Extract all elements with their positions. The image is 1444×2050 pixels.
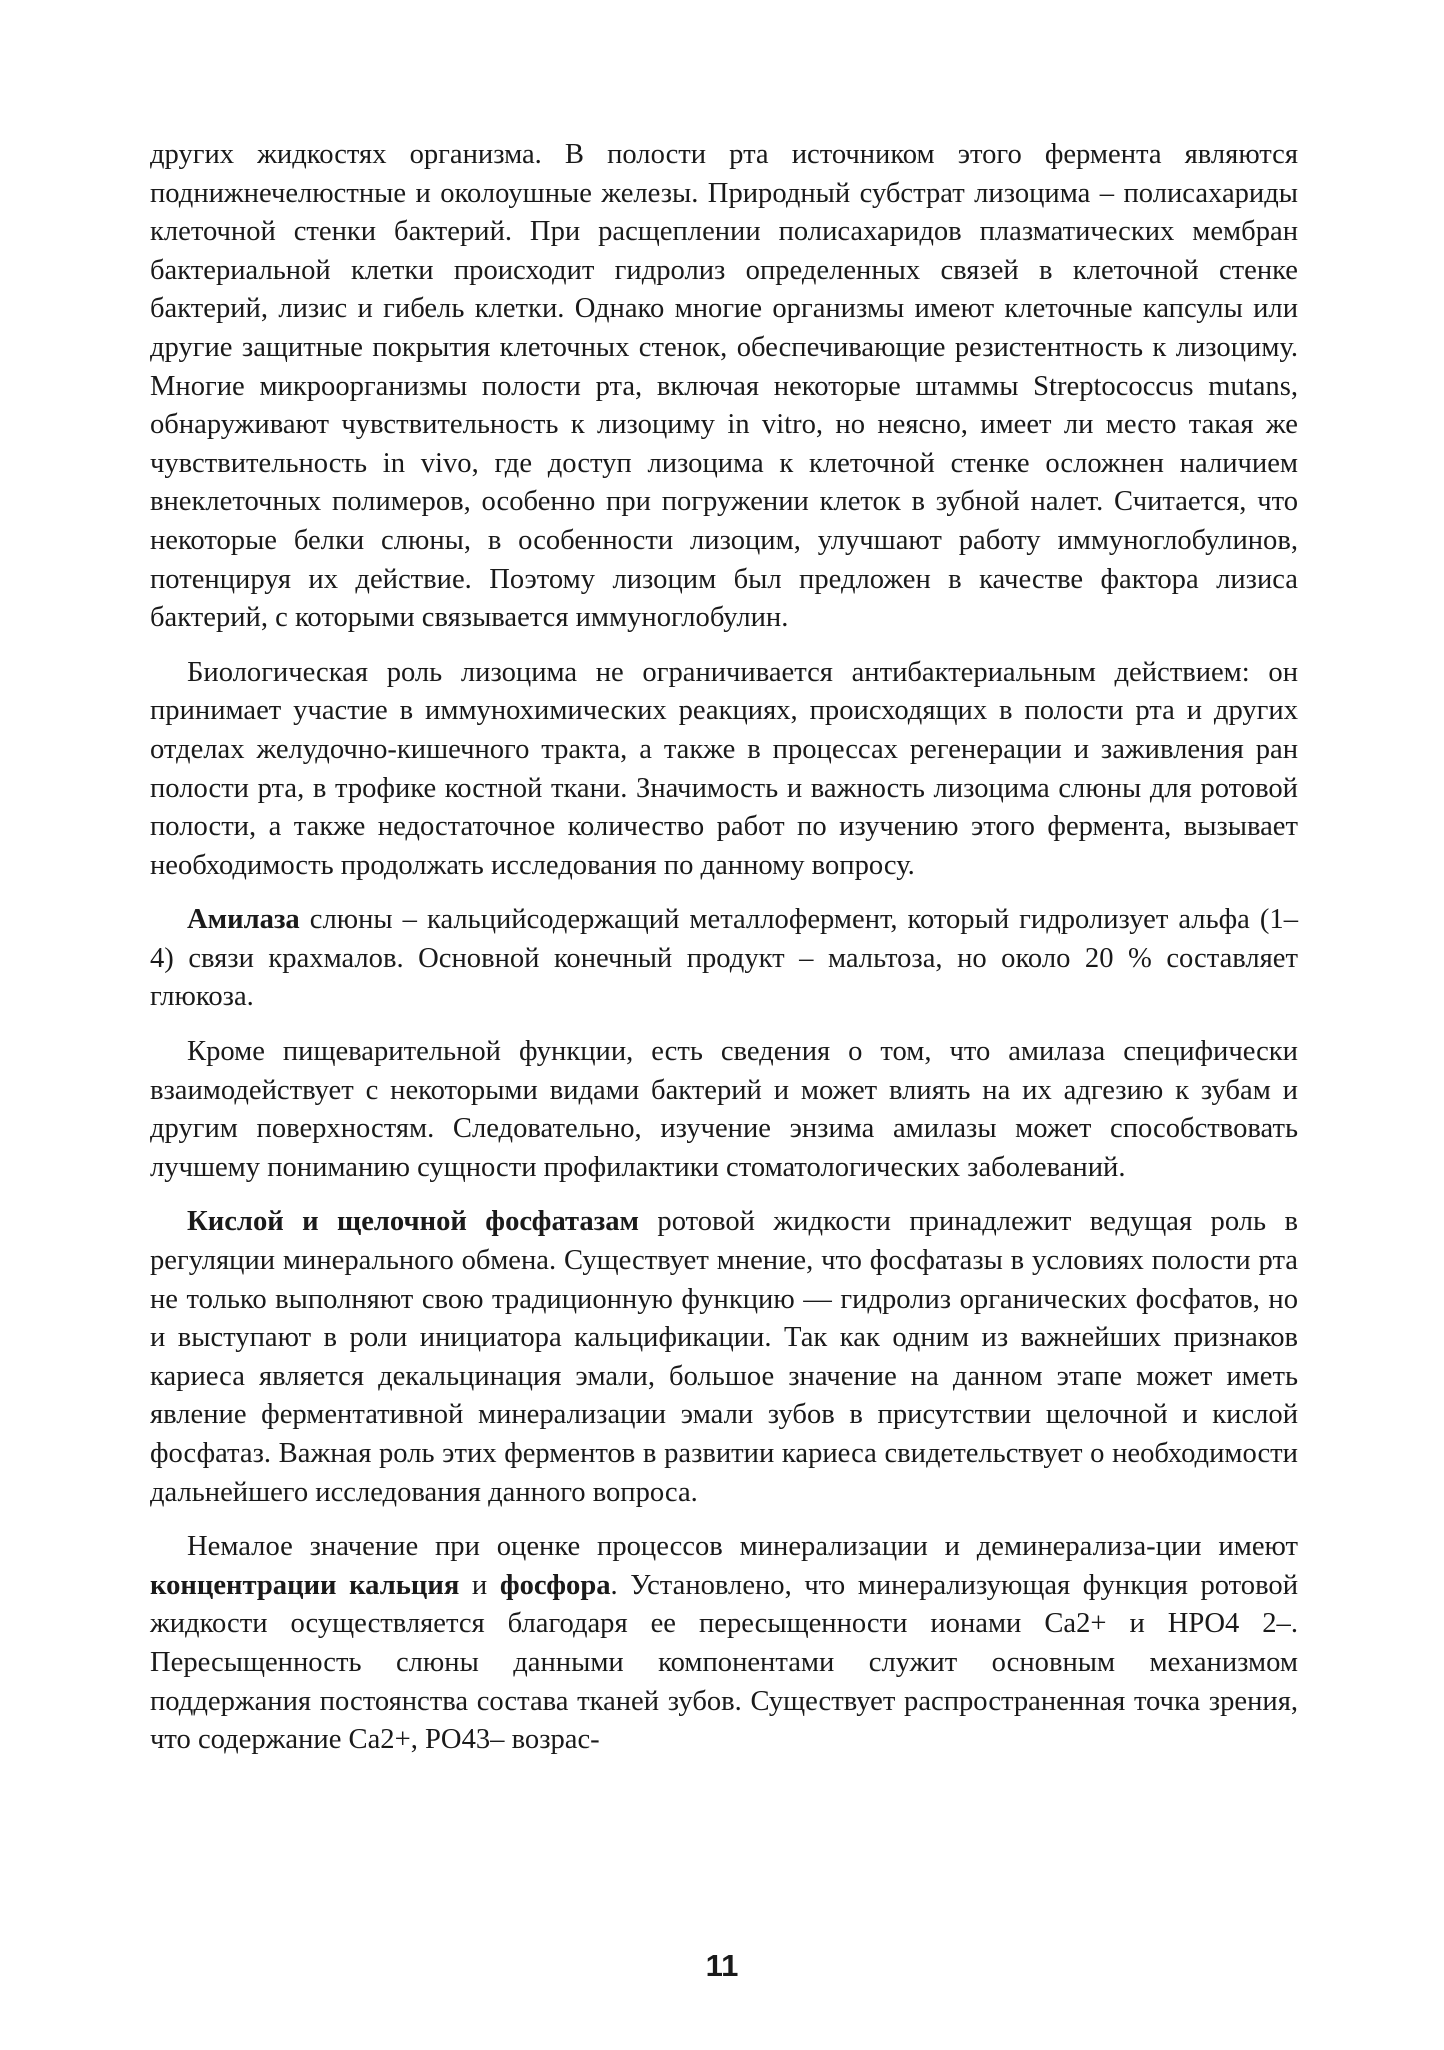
paragraph-lysozyme-continuation: других жидкостях организма. В полости рта источником этого фермента являются поднижнечелюстные и околоушные железы. Природный субстрат лизоцима – полисахариды клеточной стенки бактерий. При расщеплении полисахаридов плазматических мембран бактериальной клетки происходит гидролиз определенных связей в клеточной стенке бактерий, лизис и гибель клетки. Однако многие организмы имеют клеточные капсулы или другие защитные покрытия клеточных стенок, обеспечивающие резистентность к лизоциму. Многие микроорганизмы полости рта, включая некоторые штаммы Streptococcus mutans, обнаруживают чувствительность к лизоциму in vitro, но неясно, имеет ли место такая же чувствительность in vivo, где доступ лизоцима к клеточной стенке осложнен наличием внеклеточных полимеров, особенно при погружении клеток в зубной налет. Считается, что некоторые белки слюны, в особенности лизоцим, улучшают работу иммуноглобулинов, потенцируя их действие. Поэтому лизоцим был предложен в качестве фактора лизиса бактерий, с которыми связывается иммуноглобулин. bbox=[150, 139, 1298, 634]
term-calcium: концентрации кальция bbox=[150, 1569, 460, 1601]
paragraph-calcium-text-c: . Установлено, что минерализующая функция ротовой жидкости осуществляется благодаря ее пересыщенности ионами Ca2+ и HPO4 2–. Пересыщенность слюны данными компонентами служит основным механизмом поддержания постоянства состава тканей зубов. Существует распространенная точка зрения, что содержание Ca2+, PO43– возрас- bbox=[150, 1569, 1298, 1756]
paragraph-lysozyme-role: Биологическая роль лизоцима не ограничивается антибактериальным действием: он принимает участие в иммунохимических реакциях, происходящих в полости рта и других отделах желудочно-кишечного тракта, а также в процессах регенерации и заживления ран полости рта, в трофике костной ткани. Значимость и важность лизоцима слюны для ротовой полости, а также недостаточное количество работ по изучению этого фермента, вызывает необходимость продолжать исследования по данному вопросу. bbox=[150, 656, 1298, 881]
paragraph-phosphatases-text: ротовой жидкости принадлежит ведущая роль в регуляции минерального обмена. Существует мнение, что фосфатазы в условиях полости рта не только выполняют свою традиционную функцию — гидролиз органических фосфатов, но и выступают в роли инициатора кальцификации. Так как одним из важнейших признаков кариеса является декальцинация эмали, большое значение на данном этапе может иметь явление ферментативной минерализации эмали зубов в присутствии щелочной и кислой фосфатаз. Важная роль этих ферментов в развитии кариеса свидетельствует о необходимости дальнейшего исследования данного вопроса. bbox=[150, 1206, 1298, 1508]
paragraph-calcium-text-a: Немалое значение при оценке процессов минерализации и деминерализа-ции имеют bbox=[187, 1531, 1298, 1563]
document-body bbox=[150, 136, 1298, 1776]
page-number: 11 bbox=[705, 1948, 739, 1983]
term-phosphorus: фосфора bbox=[499, 1569, 611, 1601]
paragraph-calcium-text-b: и bbox=[459, 1569, 500, 1601]
paragraph-calcium-phosphorus bbox=[150, 1528, 1298, 1760]
term-amylase: Амилаза bbox=[187, 904, 300, 936]
paragraph-phosphatases bbox=[150, 1203, 1298, 1512]
term-phosphatases: Кислой и щелочной фосфатазам bbox=[187, 1206, 639, 1238]
paragraph-amylase-text: слюны – кальцийсодержащий металлофермент, который гидролизует альфа (1–4) связи крахмалов. Основной конечный продукт – мальтоза, но около 20 % составляет глюкоза. bbox=[150, 904, 1298, 1013]
paragraph-amylase-bacteria: Кроме пищеварительной функции, есть сведения о том, что амилаза специфически взаимодействует с некоторыми видами бактерий и может влиять на их адгезию к зубам и другим поверхностям. Следовательно, изучение энзима амилазы может способствовать лучшему пониманию сущности профилактики стоматологических заболеваний. bbox=[150, 1036, 1298, 1183]
paragraph-amylase bbox=[150, 901, 1298, 1017]
